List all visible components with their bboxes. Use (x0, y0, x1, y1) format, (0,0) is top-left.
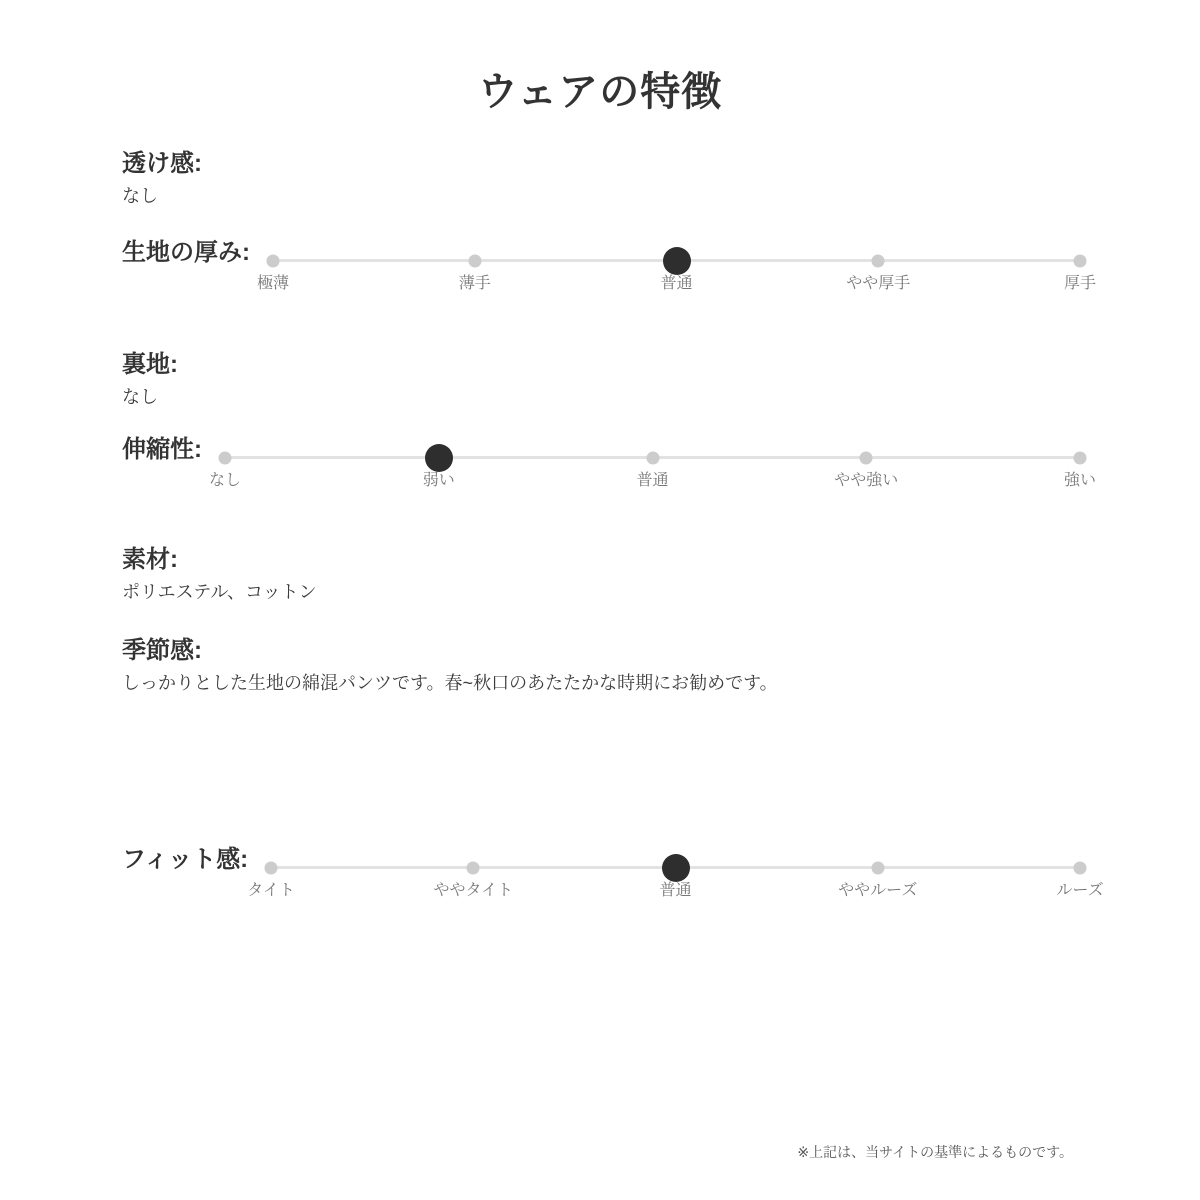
slider-dot (265, 862, 278, 875)
slider-track-area (256, 248, 1097, 304)
fit-slider (247, 855, 1104, 911)
slider-dot (219, 452, 232, 465)
slider-option-label: 極薄 (256, 275, 290, 292)
slider-dot (267, 255, 280, 268)
slider-option-label: なし (208, 472, 242, 489)
sheerness-value: なし (122, 186, 158, 206)
slider-dot (425, 444, 453, 472)
section-sheerness (122, 149, 1080, 208)
fabric-thickness-label: 生地の厚み: (122, 239, 250, 266)
section-lining (122, 350, 1080, 409)
slider-option-label: ルーズ (1056, 882, 1104, 899)
slider-track-area (247, 855, 1104, 911)
material-label: 素材: (122, 546, 178, 573)
slider-option-label: 厚手 (1063, 275, 1097, 292)
section-fit (122, 845, 1104, 911)
stretch-label: 伸縮性: (122, 436, 202, 463)
slider-track-area (208, 445, 1097, 501)
section-seasonality (122, 636, 1080, 695)
slider-dot (663, 247, 691, 275)
slider-option-label: ややタイト (433, 882, 514, 899)
slider-dot (860, 452, 873, 465)
slider-dot (1074, 862, 1087, 875)
slider-option-label: タイト (247, 882, 295, 899)
slider-dot (1074, 255, 1087, 268)
slider-option-label: 薄手 (458, 275, 491, 292)
seasonality-label: 季節感: (122, 637, 202, 664)
fit-label: フィット感: (122, 846, 249, 873)
seasonality-value: しっかりとした生地の綿混パンツです。春~秋口のあたたかな時期にお勧めです。 (122, 673, 778, 693)
slider-option-label: ややルーズ (838, 882, 918, 899)
slider-dot (872, 255, 885, 268)
slider-dot (662, 854, 690, 882)
section-stretch (122, 435, 1097, 501)
slider-option-label: やや強い (834, 472, 899, 489)
slider-option-label: 強い (1063, 472, 1097, 489)
slider-dot (646, 452, 659, 465)
lining-label: 裏地: (122, 351, 178, 378)
slider-option-label: 普通 (660, 275, 693, 292)
section-fabric-thickness (122, 238, 1097, 304)
sheerness-label: 透け感: (122, 150, 202, 177)
slider-option-label: 普通 (659, 882, 692, 899)
slider-dot (467, 862, 480, 875)
section-material (122, 545, 1080, 604)
slider-dot (871, 862, 884, 875)
slider-dot (468, 255, 481, 268)
feature-sections (122, 149, 1104, 911)
lining-value: なし (122, 387, 158, 407)
slider-option-label: 普通 (636, 472, 669, 489)
page-title: ウェアの特徴 (477, 70, 723, 114)
site-standard-disclaimer: ※上記は、当サイトの基準によるものです。 (797, 1144, 1073, 1160)
slider-dot (1074, 452, 1087, 465)
slider-option-label: やや厚手 (846, 275, 911, 292)
slider-option-label: 弱い (422, 472, 455, 489)
fabric-thickness-slider (256, 248, 1097, 304)
stretch-slider (208, 445, 1097, 501)
material-value: ポリエステル、コットン (122, 582, 317, 602)
